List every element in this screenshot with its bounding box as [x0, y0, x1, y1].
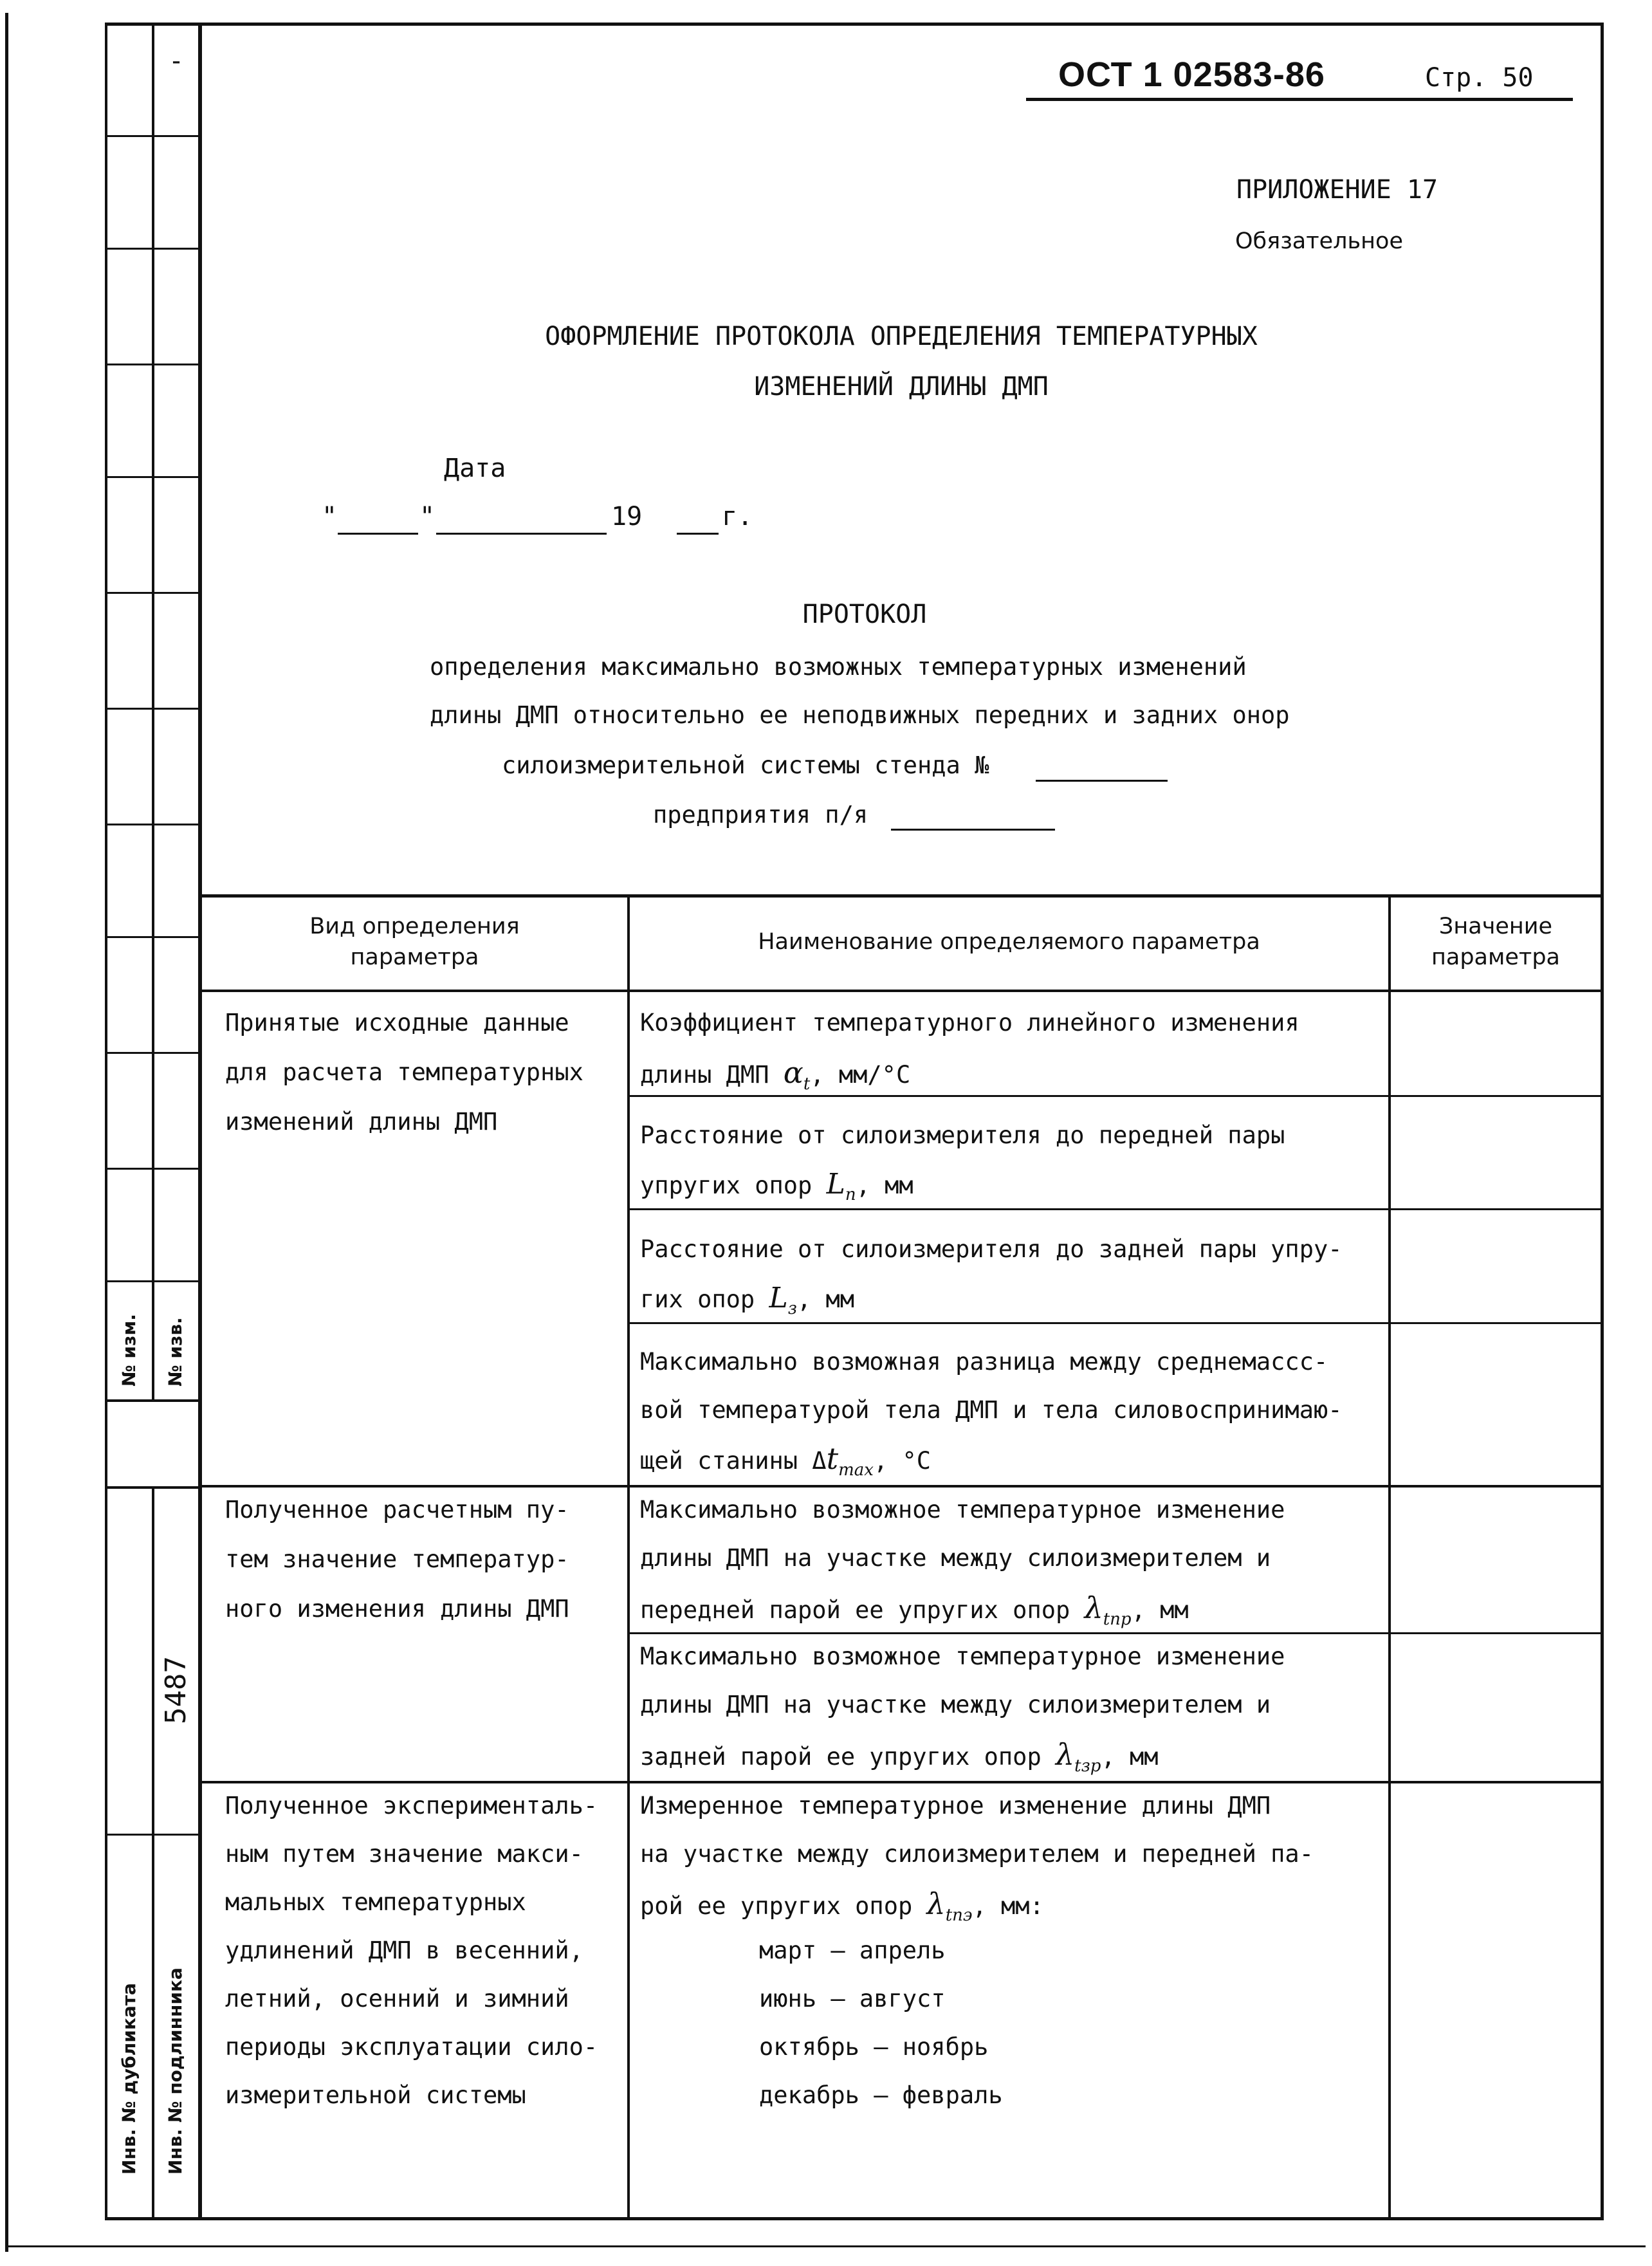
date-label: Дата	[444, 454, 506, 483]
group3-line7: измерительной системы	[225, 2081, 526, 2109]
sidebar-label-podl: Инв. № подлинника	[165, 1967, 186, 2175]
date-month-blank	[436, 533, 607, 535]
sidebar-label-izm: № изм.	[118, 1314, 140, 1386]
protocol-line4: предприятия п/я	[653, 801, 868, 829]
group3-line6: периоды эксплуатации сило-	[225, 2033, 598, 2061]
param5-line3: передней парой ее упругих опор $\lambda_{tпр}$, мм	[640, 1590, 1189, 1629]
heading-line2: ИЗМЕНЕНИЙ ДЛИНЫ ДМП	[754, 372, 1049, 401]
sidebar-number: 5487	[160, 1656, 192, 1724]
param1-line1: Коэффициент температурного линейного изменения	[640, 1009, 1299, 1036]
period-autumn: октябрь – ноябрь	[759, 2033, 989, 2061]
group1-line2: для расчета температурных	[225, 1058, 583, 1086]
header-col3-line2: параметра	[1431, 944, 1560, 970]
header-col2: Наименование определяемого параметра	[758, 929, 1260, 955]
protocol-title: ПРОТОКОЛ	[802, 600, 927, 629]
t-symbol: t	[826, 1441, 839, 1476]
appendix-title: ПРИЛОЖЕНИЕ 17	[1236, 175, 1438, 205]
sidebar-mid-line	[152, 23, 154, 1399]
param5-line2: длины ДМП на участке между силоизмерителем и	[640, 1544, 1271, 1572]
param1-line2: длины ДМП $\alpha_t$, мм/°С	[640, 1055, 911, 1094]
heading-line1: ОФОРМЛЕНИЕ ПРОТОКОЛА ОПРЕДЕЛЕНИЯ ТЕМПЕРАТУРНЫХ	[545, 322, 1258, 351]
enterprise-blank	[891, 829, 1055, 831]
param4-line1: Максимально возможная разница между среднемассс-	[640, 1348, 1328, 1376]
param4-line2: вой температурой тела ДМП и тела силовоспринимаю-	[640, 1396, 1343, 1424]
table-col-divider-1	[627, 894, 630, 2220]
param6-line3: задней парой ее упругих опор $\lambda_{tзр}$, мм	[640, 1737, 1159, 1776]
sidebar-outer-line	[105, 23, 107, 2220]
param7-line3: рой ее упругих опор $\lambda_{tпэ}$, мм:	[640, 1886, 1044, 1925]
stand-number-blank	[1036, 780, 1168, 782]
param6-line2: длины ДМП на участке между силоизмерителем и	[640, 1691, 1271, 1718]
group3-line3: мальных температурных	[225, 1888, 526, 1916]
protocol-line3: силоизмерительной системы стенда №	[502, 751, 989, 779]
param7-line1: Измеренное температурное изменение длины ДМП	[640, 1792, 1271, 1819]
period-winter: декабрь – февраль	[759, 2081, 1003, 2109]
date-year-blank	[677, 533, 719, 535]
param3-line1: Расстояние от силоизмерителя до задней пары упру-	[640, 1235, 1343, 1263]
main-frame-bottom	[105, 2217, 1604, 2220]
main-frame-right	[1601, 23, 1604, 2220]
param7-line2: на участке между силоизмерителем и передней па-	[640, 1840, 1314, 1868]
protocol-line1: определения максимально возможных температурных изменений	[430, 653, 1247, 681]
param4-line3: щей станины $\Delta t_{max}$, °С	[640, 1441, 932, 1480]
header-col1-line2: параметра	[350, 944, 479, 970]
sidebar-label-izv: № изв.	[165, 1317, 186, 1386]
header-col3-line1: Значение	[1438, 914, 1553, 939]
date-quote-open: "	[322, 502, 338, 531]
period-summer: июнь – август	[759, 1985, 946, 2013]
group2-line2: тем значение температур-	[225, 1545, 569, 1573]
protocol-line2: длины ДМП относительно ее неподвижных передних и задних онор	[430, 701, 1290, 729]
date-day-blank	[338, 533, 418, 535]
group1-line3: изменений длины ДМП	[225, 1108, 498, 1136]
lambda-symbol: λ	[926, 1886, 946, 1921]
group2-line1: Полученное расчетным пу-	[225, 1496, 569, 1524]
group2-line3: ного изменения длины ДМП	[225, 1595, 569, 1623]
alpha-symbol: α	[783, 1055, 803, 1090]
group3-line2: ным путем значение макси-	[225, 1840, 583, 1868]
appendix-status: Обязательное	[1235, 228, 1403, 254]
group3-line4: удлинений ДМП в весенний,	[225, 1937, 583, 1964]
table-top	[198, 894, 1604, 898]
sidebar-top-mark: -	[169, 46, 185, 76]
main-frame-top	[105, 23, 1604, 26]
bottom-margin-line	[5, 2245, 1646, 2247]
lambda-symbol: λ	[1084, 1590, 1103, 1625]
L-symbol: L	[769, 1282, 788, 1314]
group1-line1: Принятые исходные данные	[225, 1009, 569, 1036]
date-year-suffix: г.	[722, 502, 753, 531]
header-underline	[1026, 98, 1573, 101]
table-col-divider-2	[1388, 894, 1391, 2220]
date-year: 19	[611, 502, 643, 531]
group3-line5: летний, осенний и зимний	[225, 1985, 569, 2013]
sidebar-label-dubl: Инв. № дубликата	[118, 1983, 140, 2175]
main-frame-left	[198, 23, 202, 2220]
sidebar-mid-line-lower	[152, 1486, 154, 2220]
group3-line1: Полученное эксперименталь-	[225, 1792, 598, 1819]
doc-code: ОСТ 1 02583-86	[1058, 55, 1325, 94]
param6-line1: Максимально возможное температурное изменение	[640, 1643, 1285, 1670]
page-label: Стр. 50	[1425, 63, 1534, 93]
L-symbol: L	[826, 1168, 845, 1201]
param2-line2: упругих опор $L_п$, мм	[640, 1168, 913, 1204]
header-col1-line1: Вид определения	[309, 914, 520, 939]
param3-line2: гих опор $L_з$, мм	[640, 1282, 855, 1318]
table-header-bottom	[198, 990, 1604, 992]
period-spring: март – апрель	[759, 1937, 946, 1964]
left-binding-line	[5, 13, 8, 2252]
lambda-symbol: λ	[1056, 1737, 1075, 1772]
date-quote-close: "	[419, 502, 436, 531]
param5-line1: Максимально возможное температурное изменение	[640, 1496, 1285, 1524]
param2-line1: Расстояние от силоизмерителя до передней пары	[640, 1121, 1285, 1149]
